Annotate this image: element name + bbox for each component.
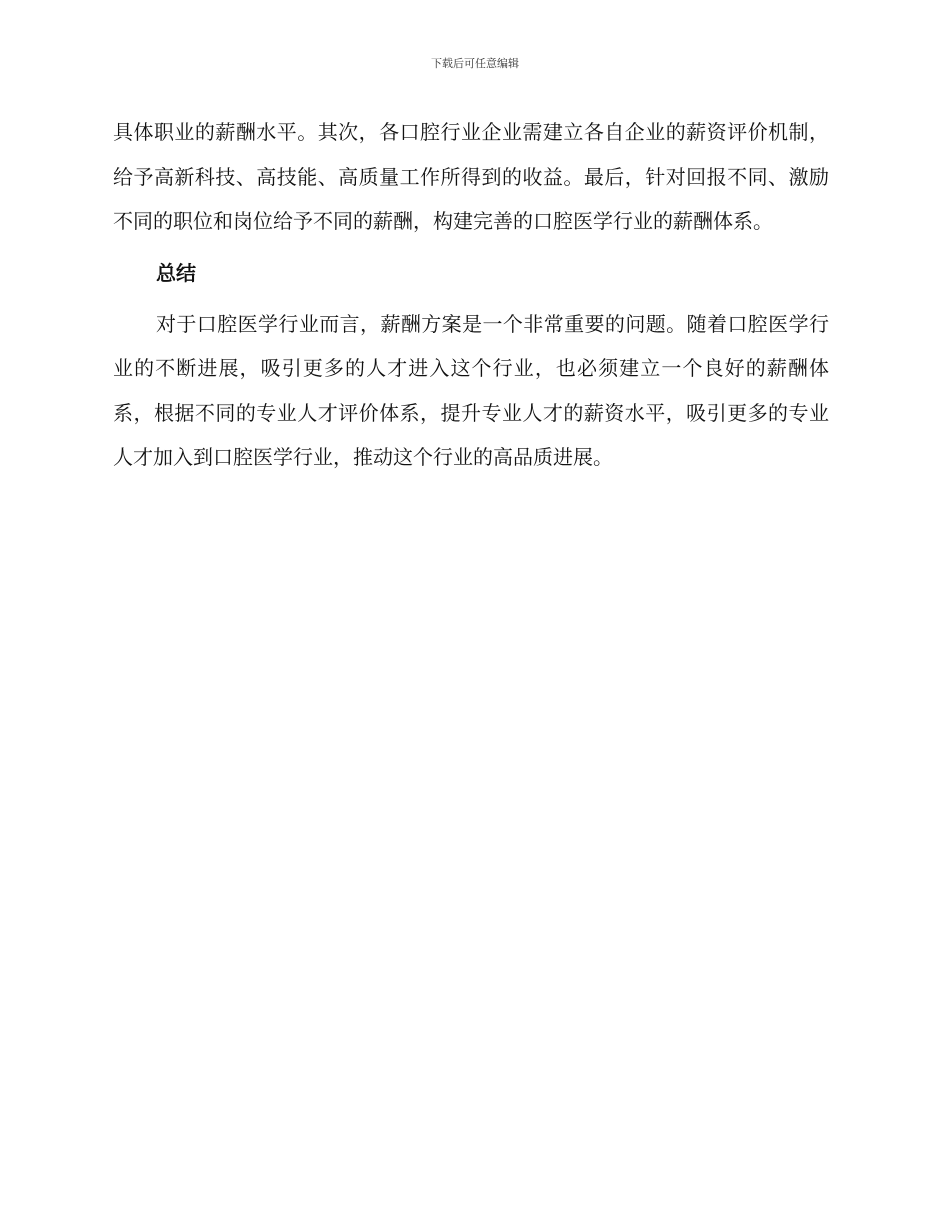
body-paragraph-2: 对于口腔医学行业而言，薪酬方案是一个非常重要的问题。随着口腔医学行业的不断进展，吸引更多的人才进入这个行业，也必须建立一个良好的薪酬体系，根据不同的专业人才评价体系，提升专业人才的薪资水平，吸引更多的专业人才加入到口腔医学行业，推动这个行业的高品质进展。	[113, 311, 829, 469]
section-heading-summary: 总结	[156, 260, 196, 285]
document-body	[113, 110, 829, 480]
page-header-note: 下载后可任意编辑	[431, 57, 519, 70]
body-paragraph-1: 具体职业的薪酬水平。其次，各口腔行业企业需建立各自企业的薪资评价机制，给予高新科技、高技能、高质量工作所得到的收益。最后，针对回报不同、激励不同的职位和岗位给予不同的薪酬，构建完善的口腔医学行业的薪酬体系。	[113, 120, 829, 233]
